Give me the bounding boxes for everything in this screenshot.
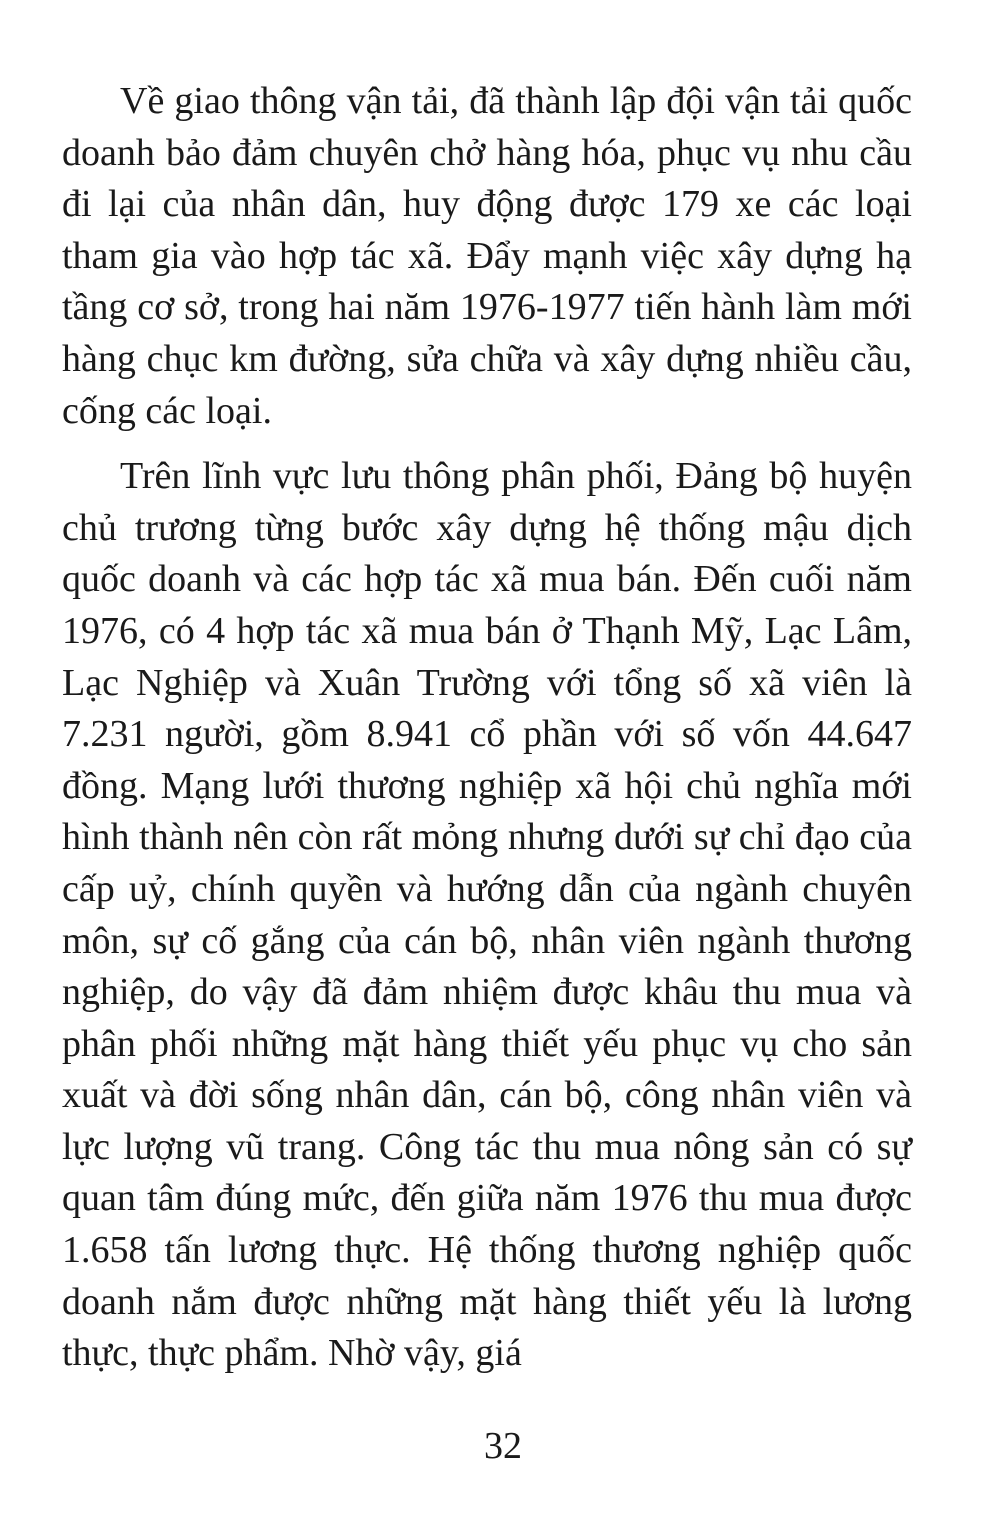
body-text [62,76,912,1380]
paragraph-distribution: Trên lĩnh vực lưu thông phân phối, Đảng bộ huyện chủ trương từng bước xây dựng hệ thống mậu dịch quốc doanh và các hợp tác xã mua bán. Đến cuối năm 1976, có 4 hợp tác xã mua bán ở Thạnh Mỹ, Lạc Lâm, Lạc Nghiệp và Xuân Trường với tổng số xã viên là 7.231 người, gồm 8.941 cổ phần với số vốn 44.647 đồng. Mạng lưới thương nghiệp xã hội chủ nghĩa mới hình thành nên còn rất mỏng nhưng dưới sự chỉ đạo của cấp uỷ, chính quyền và hướng dẫn của ngành chuyên môn, sự cố gắng của cán bộ, nhân viên ngành thương nghiệp, do vậy đã đảm nhiệm được khâu thu mua và phân phối những mặt hàng thiết yếu phục vụ cho sản xuất và đời sống nhân dân, cán bộ, công nhân viên và lực lượng vũ trang. Công tác thu mua nông sản có sự quan tâm đúng mức, đến giữa năm 1976 thu mua được 1.658 tấn lương thực. Hệ thống thương nghiệp quốc doanh nắm được những mặt hàng thiết yếu là lương thực, thực phẩm. Nhờ vậy, giá [62,455,912,1375]
paragraph-transport: Về giao thông vận tải, đã thành lập đội vận tải quốc doanh bảo đảm chuyên chở hàng hóa, phục vụ nhu cầu đi lại của nhân dân, huy động được 179 xe các loại tham gia vào hợp tác xã. Đẩy mạnh việc xây dựng hạ tầng cơ sở, trong hai năm 1976-1977 tiến hành làm mới hàng chục km đường, sửa chữa và xây dựng nhiều cầu, cống các loại. [62,80,912,432]
page-number: 32 [484,1425,522,1467]
